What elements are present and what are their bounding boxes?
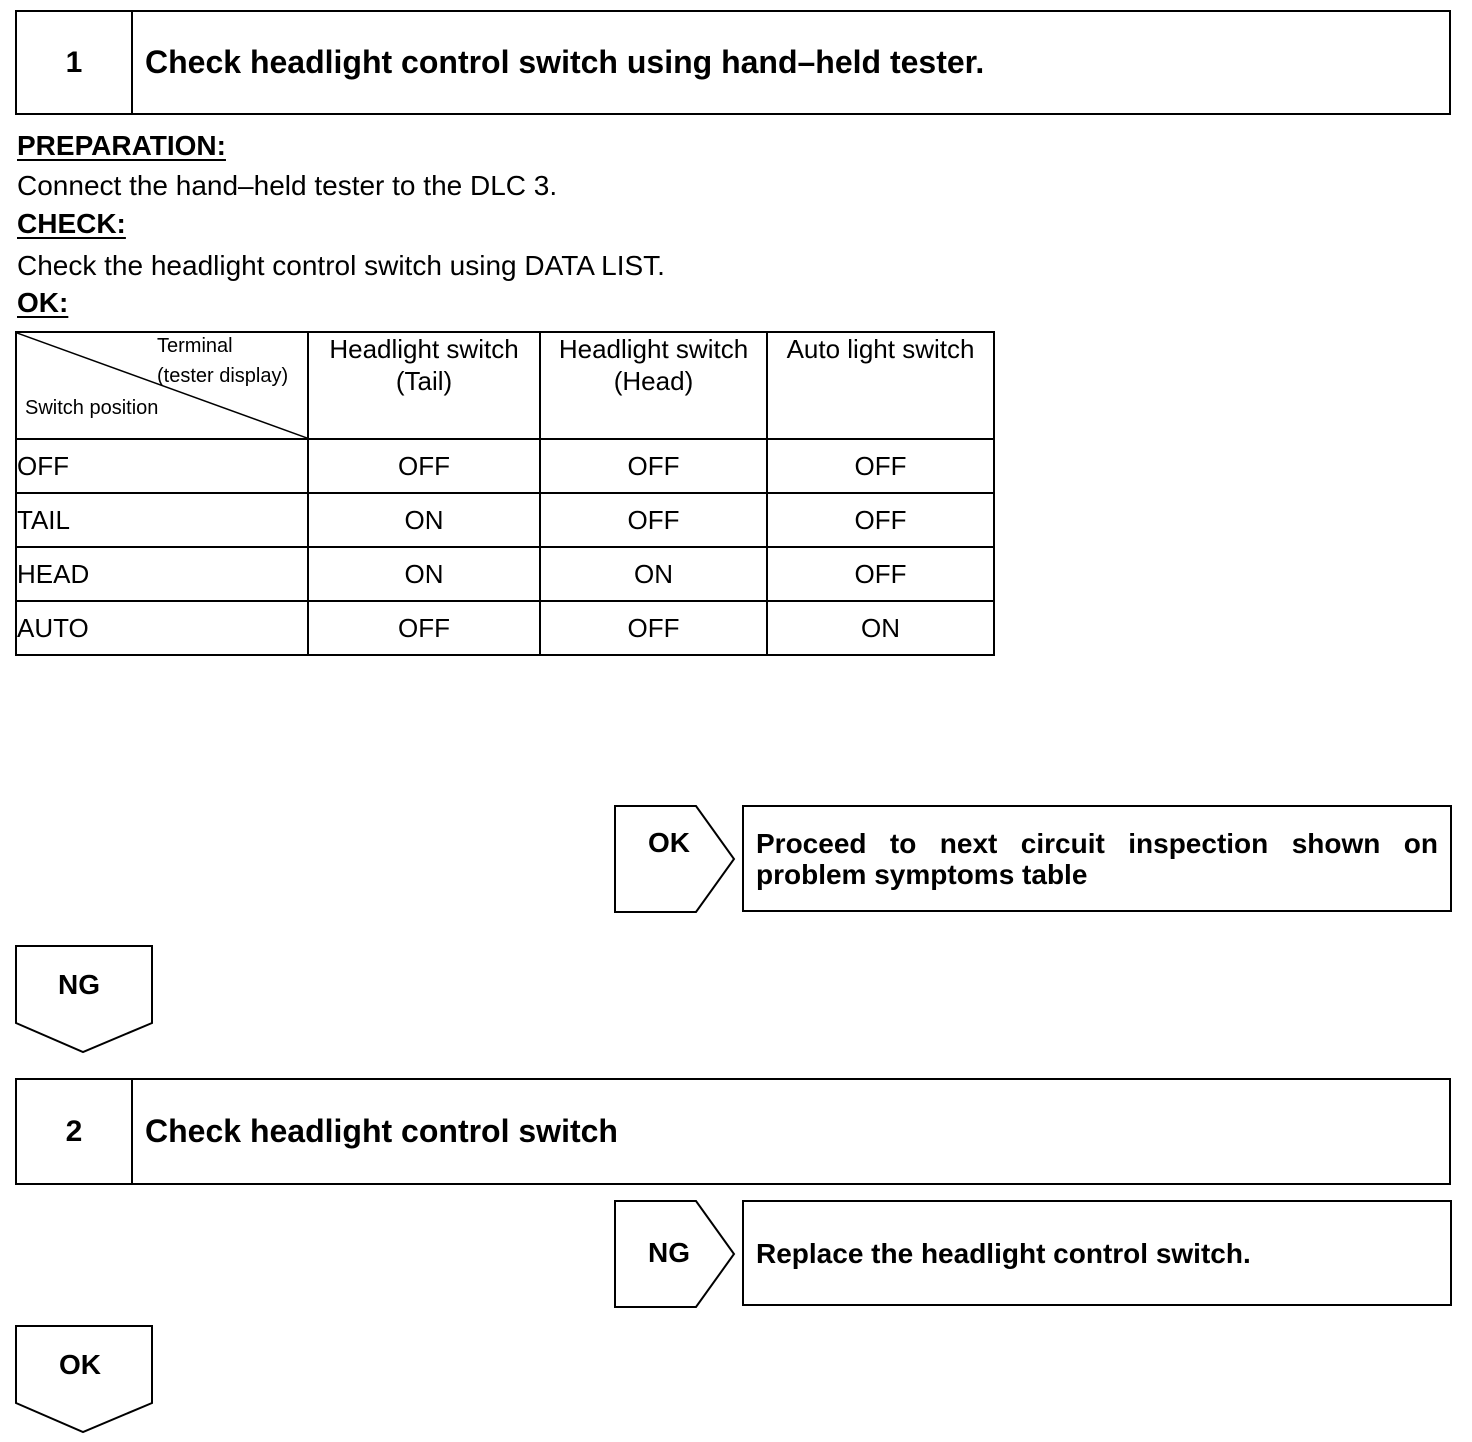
column-header — [767, 332, 994, 439]
cell-value: OFF — [767, 439, 994, 493]
row-position: HEAD — [16, 547, 308, 601]
ok-down-arrow-tag — [15, 1325, 153, 1435]
ok-tag-label: OK — [59, 1349, 101, 1380]
column-header-line2: (Head) — [613, 366, 694, 396]
table-row — [16, 439, 994, 493]
cell-value: ON — [540, 547, 767, 601]
step-2-header — [15, 1078, 1451, 1185]
cell-value: OFF — [540, 439, 767, 493]
cell-value: OFF — [308, 439, 540, 493]
corner-terminal-label: Terminal — [157, 335, 233, 357]
cell-value: OFF — [308, 601, 540, 655]
column-header — [308, 332, 540, 439]
column-header-line1: Auto light switch — [786, 334, 975, 364]
ok-arrow-tag — [614, 805, 738, 913]
step-number: 2 — [17, 1080, 133, 1183]
cell-value: OFF — [540, 493, 767, 547]
table-row — [16, 493, 994, 547]
row-position: AUTO — [16, 601, 308, 655]
preparation-label: PREPARATION: — [17, 130, 226, 161]
table-row — [16, 601, 994, 655]
ng-tag-label: NG — [58, 969, 100, 1000]
corner-switch-position-label: Switch position — [25, 397, 159, 419]
row-position: OFF — [16, 439, 308, 493]
cell-value: ON — [767, 601, 994, 655]
cell-value: ON — [308, 493, 540, 547]
right-arrow-shape — [614, 805, 738, 913]
check-text: Check the headlight control switch using DATA LIST. — [17, 250, 665, 281]
step-number: 1 — [17, 12, 133, 113]
step-title: Check headlight control switch using hand–held tester. — [145, 44, 985, 80]
ok-result-box — [742, 805, 1452, 912]
ng-down-arrow-tag — [15, 945, 153, 1055]
ok-label: OK: — [17, 287, 69, 318]
row-position: TAIL — [16, 493, 308, 547]
column-header-line1: Headlight switch — [558, 334, 749, 364]
ng-result-box — [742, 1200, 1452, 1306]
ng-tag-label: NG — [648, 1237, 690, 1268]
table-row — [16, 547, 994, 601]
step-title: Check headlight control switch — [145, 1113, 618, 1149]
ng-result-text: Replace the headlight control switch. — [756, 1237, 1251, 1269]
step-1-header — [15, 10, 1451, 115]
column-header-line2: (Tail) — [395, 366, 453, 396]
ng-arrow-tag — [614, 1200, 738, 1308]
switch-status-table — [15, 331, 995, 656]
ok-tag-label: OK — [648, 827, 690, 858]
table-header-row — [16, 332, 994, 439]
corner-tester-display-label: (tester display) — [157, 365, 289, 387]
preparation-text: Connect the hand–held tester to the DLC 3. — [17, 170, 558, 201]
column-header-line1: Headlight switch — [329, 334, 519, 364]
check-label: CHECK: — [17, 208, 126, 239]
column-header — [540, 332, 767, 439]
cell-value: OFF — [767, 493, 994, 547]
cell-value: ON — [308, 547, 540, 601]
cell-value: OFF — [767, 547, 994, 601]
ok-result-text: Proceed to next circuit inspection shown on problem symptoms table — [756, 827, 1438, 890]
cell-value: OFF — [540, 601, 767, 655]
table-corner-cell — [16, 332, 308, 439]
